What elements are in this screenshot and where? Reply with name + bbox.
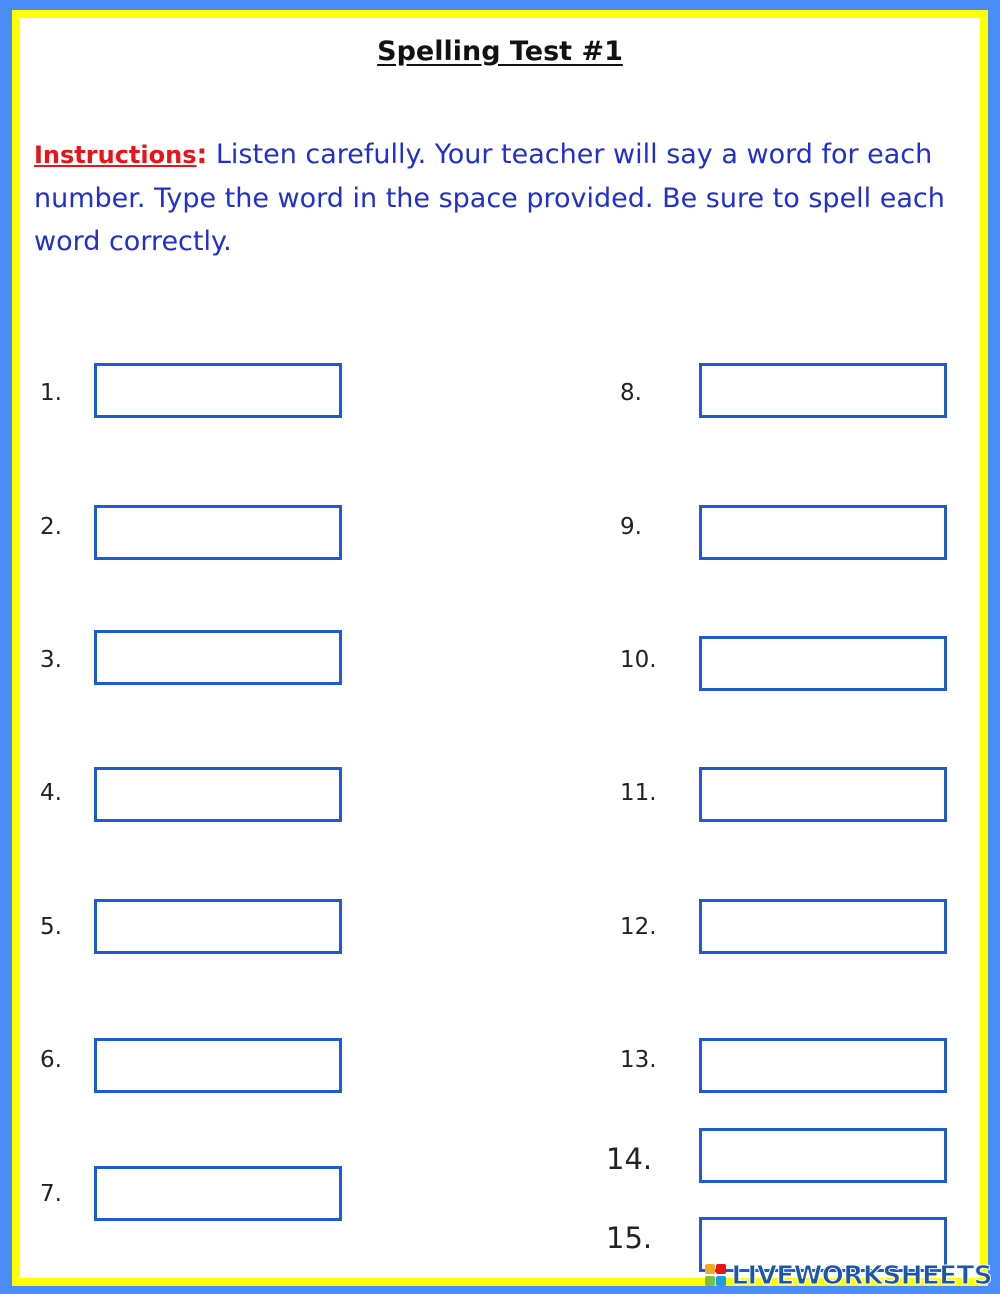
instructions-text: Listen carefully. Your teacher will say a word for each number. Type the word in the space provided. Be sure to spell each word correctly.	[34, 139, 945, 257]
instructions	[34, 133, 954, 263]
instructions-colon: :	[196, 139, 208, 170]
brand-name: LIVEWORKSHEETS	[731, 1261, 992, 1291]
answer-box-4[interactable]	[94, 767, 342, 822]
item-number-2: 2.	[40, 514, 62, 540]
item-number-6: 6.	[40, 1047, 62, 1073]
answer-box-10[interactable]	[699, 636, 947, 691]
item-number-1: 1.	[40, 380, 62, 406]
item-number-10: 10.	[620, 647, 657, 673]
item-number-14: 14.	[606, 1142, 653, 1176]
answer-box-13[interactable]	[699, 1038, 947, 1093]
worksheet-page	[12, 10, 988, 1286]
item-number-4: 4.	[40, 780, 62, 806]
answer-box-3[interactable]	[94, 630, 342, 685]
answer-box-11[interactable]	[699, 767, 947, 822]
instructions-label: Instructions	[34, 141, 197, 169]
answer-box-12[interactable]	[699, 899, 947, 954]
item-number-5: 5.	[40, 914, 62, 940]
page-title: Spelling Test #1	[377, 36, 623, 67]
item-number-9: 9.	[620, 514, 642, 540]
answer-box-7[interactable]	[94, 1166, 342, 1221]
answer-box-5[interactable]	[94, 899, 342, 954]
answer-box-8[interactable]	[699, 363, 947, 418]
item-number-12: 12.	[620, 914, 657, 940]
answer-box-2[interactable]	[94, 505, 342, 560]
item-number-8: 8.	[620, 380, 642, 406]
item-number-3: 3.	[40, 647, 62, 673]
liveworksheets-branding[interactable]	[705, 1262, 992, 1290]
item-number-7: 7.	[40, 1181, 62, 1207]
item-number-15: 15.	[606, 1221, 653, 1255]
item-number-11: 11.	[620, 780, 657, 806]
answer-box-9[interactable]	[699, 505, 947, 560]
item-number-13: 13.	[620, 1047, 657, 1073]
answer-box-1[interactable]	[94, 363, 342, 418]
answer-box-6[interactable]	[94, 1038, 342, 1093]
liveworksheets-logo-icon	[705, 1264, 727, 1288]
answer-box-14[interactable]	[699, 1128, 947, 1183]
